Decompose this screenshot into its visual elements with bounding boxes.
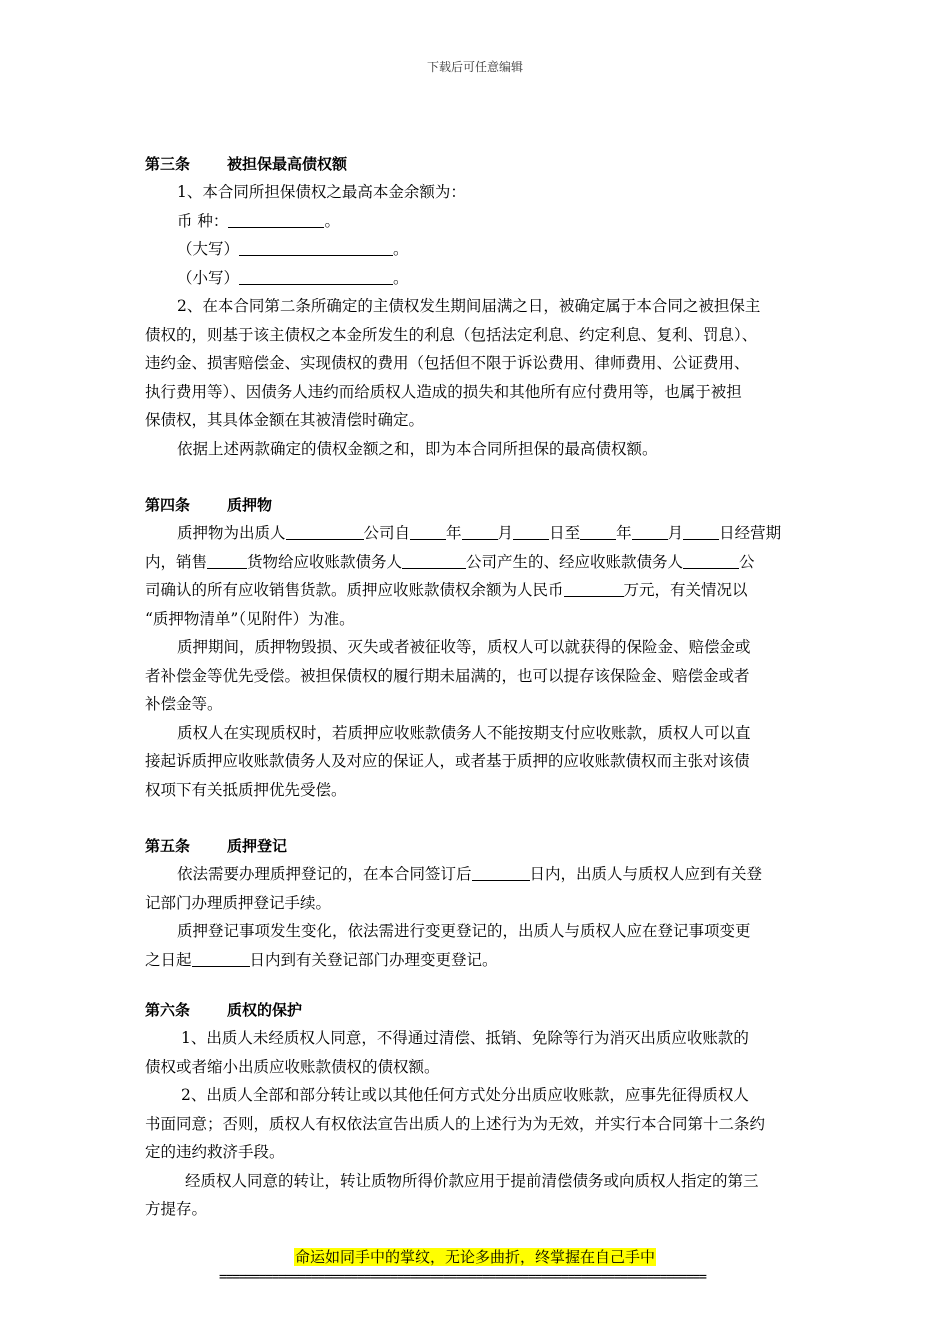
end-month-blank xyxy=(632,524,668,540)
text: 月 xyxy=(497,524,514,542)
start-day-blank xyxy=(513,524,549,540)
s6-p1-line-2: 债权或者缩小出质应收账款债权的债权额。 xyxy=(145,1057,440,1076)
s4-p3-line-1: 质权人在实现质权时，若质押应收账款债务人不能按期支付应收账款，质权人可以直 xyxy=(177,723,751,742)
s3-clause-2-line-5: 保债权，其具体金额在其被清偿时确定。 xyxy=(145,411,425,429)
end-year-blank xyxy=(580,524,616,540)
s3-clause-2-line-3: 违约金、损害赔偿金、实现债权的费用（包括但不限于诉讼费用、律师费用、公证费用、 xyxy=(145,354,750,372)
s4-p2-line-2: 者补偿金等优先受偿。被担保债权的履行期未届满的，也可以提存该保险金、赔偿金或者 xyxy=(145,666,750,685)
daxie-blank xyxy=(239,240,393,256)
xiaoxie-label: （小写） xyxy=(177,268,240,287)
section-5-title: 质押登记 xyxy=(227,837,288,855)
section-4-heading xyxy=(145,491,807,519)
text: 公司产生的、经应收账款债务人 xyxy=(466,552,684,571)
xiaoxie-blank xyxy=(239,269,393,285)
s6-p3-line-2: 方提存。 xyxy=(145,1200,208,1218)
contract-body xyxy=(145,150,807,1224)
period: 。 xyxy=(393,268,409,287)
s3-daxie-line xyxy=(145,235,807,264)
section-6-number: 第六条 xyxy=(145,1001,191,1019)
currency-blank xyxy=(228,212,324,228)
start-year-blank xyxy=(410,524,446,540)
s6-p2-line-1: 2、出质人全部和部分转让或以其他任何方式处分出质应收账款，应事先征得质权人 xyxy=(181,1086,749,1104)
page-header-note: 下载后可任意编辑 xyxy=(426,60,523,74)
s4-p3-line-2: 接起诉质押应收账款债务人及对应的保证人，或者基于质押的应收账款债权而主张对该债 xyxy=(145,752,750,770)
daxie-label: （大写） xyxy=(177,240,240,258)
end-day-blank xyxy=(683,524,719,540)
s5-p1-line-1 xyxy=(145,860,807,889)
s5-p2-line-1: 质押登记事项发生变化，依法需进行变更登记的，出质人与质权人应在登记事项变更 xyxy=(177,922,751,940)
s3-clause-2-line-1: 2、在本合同第二条所确定的主债权发生期间届满之日，被确定属于本合同之被担保主 xyxy=(177,297,761,315)
text: 年 xyxy=(616,524,632,542)
s3-clause-1: 1、本合同所担保债权之最高本金余额为： xyxy=(177,183,466,201)
s3-currency-line xyxy=(145,207,807,236)
text: 之日起 xyxy=(145,950,192,969)
text: 日内到有关登记部门办理变更登记。 xyxy=(249,950,498,969)
section-3-title: 被担保最高债权额 xyxy=(227,155,348,173)
period: 。 xyxy=(393,240,409,258)
text: 公 xyxy=(739,552,755,571)
s4-p3-line-3: 权项下有关抵质押优先受偿。 xyxy=(145,780,347,799)
text: 公司自 xyxy=(363,524,411,542)
text: 内，销售 xyxy=(145,552,208,571)
footer-quote-text: 命运如同手中的掌纹，无论多曲折，终掌握在自己手中 xyxy=(294,1248,655,1266)
section-5-number: 第五条 xyxy=(145,837,191,855)
text: 月 xyxy=(667,524,684,542)
section-4-title: 质押物 xyxy=(227,496,273,514)
text: 日经营期 xyxy=(719,524,782,542)
s6-p1-line-1: 1、出质人未经质权人同意，不得通过清偿、抵销、免除等行为消灭出质应收账款的 xyxy=(181,1029,749,1047)
text: 依法需要办理质押登记的，在本合同签订后 xyxy=(177,865,472,883)
goods-blank xyxy=(207,553,247,569)
s3-summary: 依据上述两款确定的债权金额之和，即为本合同所担保的最高债权额。 xyxy=(177,439,658,458)
s4-line-3 xyxy=(145,576,807,605)
registration-days-blank xyxy=(472,865,530,881)
text: 司确认的所有应收销售货款。质押应收账款债权余额为人民币 xyxy=(145,581,564,599)
s3-xiaoxie-line xyxy=(145,264,807,293)
start-month-blank xyxy=(462,524,498,540)
change-days-blank xyxy=(192,951,250,967)
footer-divider: ========================================================================== xyxy=(219,1270,706,1285)
s5-p2-line-2 xyxy=(145,946,807,975)
section-4-number: 第四条 xyxy=(145,496,191,514)
text: 万元，有关情况以 xyxy=(623,581,748,599)
text: 日至 xyxy=(549,524,581,542)
amount-blank xyxy=(564,581,624,597)
s4-line-2 xyxy=(145,548,807,577)
s4-p2-line-1: 质押期间，质押物毁损、灭失或者被征收等，质权人可以就获得的保险金、赔偿金或 xyxy=(177,638,751,656)
s3-clause-2-line-4: 执行费用等）、因债务人违约而给质权人造成的损失和其他所有应付费用等，也属于被担 xyxy=(145,382,742,401)
section-6-heading xyxy=(145,996,807,1024)
s6-p2-line-3: 定的违约救济手段。 xyxy=(145,1143,285,1161)
text: 年 xyxy=(446,524,462,542)
s4-line-4: “质押物清单”（见附件）为准。 xyxy=(145,609,355,628)
text: 质押物为出质人 xyxy=(177,524,286,542)
footer-quote xyxy=(0,1247,950,1267)
period: 。 xyxy=(324,211,340,230)
section-3-heading xyxy=(145,150,807,178)
section-6-title: 质权的保护 xyxy=(227,1001,303,1019)
s4-p2-line-3: 补偿金等。 xyxy=(145,695,223,713)
s6-p3-line-1: 经质权人同意的转让，转让质物所得价款应用于提前清偿债务或向质权人指定的第三 xyxy=(185,1171,759,1190)
s4-line-1 xyxy=(145,519,807,548)
s5-p1-line-2: 记部门办理质押登记手续。 xyxy=(145,893,332,912)
s3-clause-2-line-2: 债权的，则基于该主债权之本金所发生的利息（包括法定利息、约定利息、复利、罚息）、 xyxy=(145,325,758,344)
text: 货物给应收账款债务人 xyxy=(247,552,403,571)
pledgor-blank xyxy=(286,524,364,540)
debtor-blank xyxy=(402,553,466,569)
section-3-number: 第三条 xyxy=(145,155,191,173)
s6-p2-line-2: 书面同意；否则，质权人有权依法宣告出质人的上述行为为无效，并实行本合同第十二条约 xyxy=(145,1114,766,1133)
debtor-confirm-blank xyxy=(683,553,739,569)
text: 日内，出质人与质权人应到有关登 xyxy=(529,865,763,883)
currency-label: 币 种： xyxy=(177,211,229,230)
section-5-heading xyxy=(145,832,807,860)
